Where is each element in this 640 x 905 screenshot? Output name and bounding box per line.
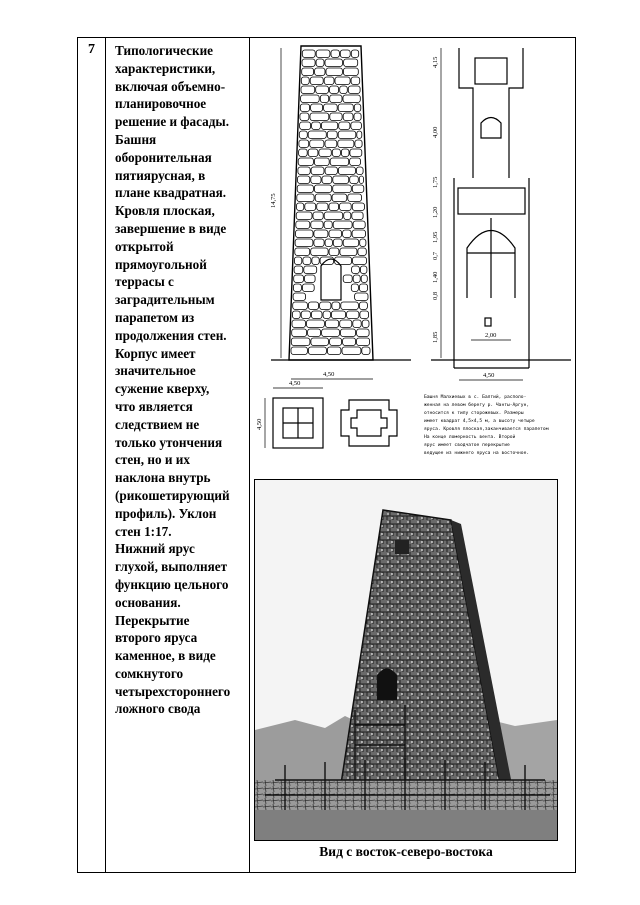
masonry-stone [298, 167, 310, 175]
masonry-stone [357, 329, 370, 337]
masonry-stone [300, 113, 309, 121]
masonry-stone [298, 158, 313, 166]
masonry-stone [317, 203, 328, 211]
masonry-stone [340, 50, 350, 58]
masonry-stone [296, 221, 310, 229]
plan-side-label: 4,50 [256, 418, 263, 430]
masonry-stone [330, 158, 349, 166]
masonry-stone [353, 275, 360, 283]
masonry-stone [301, 311, 310, 319]
description-line: что является [115, 398, 193, 414]
description-line: открытой [115, 238, 174, 254]
description-line: каменное, в виде [115, 648, 216, 664]
masonry-stone [332, 149, 340, 157]
note-line: ярус имеет сводчатое перекрытие [424, 443, 510, 448]
description-line: планировочное [115, 96, 207, 112]
description-line: Типологические [115, 43, 214, 58]
masonry-stone [333, 176, 349, 184]
section-level-label: 0,7 [432, 251, 439, 260]
masonry-stone [362, 347, 370, 355]
masonry-stone [327, 131, 337, 139]
masonry-stone [292, 311, 300, 319]
masonry-stone [348, 194, 362, 202]
description-table [77, 37, 576, 873]
masonry-stone [330, 95, 342, 103]
masonry-stone [305, 275, 316, 283]
note-line: На конце ломерность вента. Второй [424, 435, 516, 440]
inner-width-label: 2,00 [485, 332, 497, 339]
masonry-stone [343, 338, 356, 346]
masonry-stone [352, 230, 365, 238]
note-line: женная на левом берегу р. Чанты-Аргун, [424, 403, 530, 408]
masonry-stone [359, 176, 363, 184]
masonry-stone [359, 284, 367, 292]
masonry-stone [325, 239, 332, 247]
masonry-stone [302, 284, 314, 292]
masonry-stone [297, 185, 313, 193]
masonry-stone [338, 140, 354, 148]
masonry-stone [339, 122, 350, 130]
masonry-stone [352, 266, 360, 274]
masonry-stone [293, 284, 301, 292]
masonry-stone [332, 302, 340, 310]
masonry-stone [330, 86, 339, 94]
masonry-stone [355, 140, 362, 148]
masonry-stone [331, 311, 345, 319]
description-line: Кровля плоская, [115, 203, 215, 219]
masonry-stone [325, 59, 343, 67]
masonry-stone [302, 50, 315, 58]
note-line: Башня Малхиевых в с. Балтий, располо- [424, 395, 527, 400]
masonry-stone [329, 203, 339, 211]
masonry-stone [296, 230, 314, 238]
description-line: включая объемно- [115, 78, 226, 94]
section-level-label: 4,00 [432, 126, 439, 138]
description-line: Корпус имеет [115, 345, 196, 361]
description-line: функцию цельного [115, 576, 229, 592]
masonry-stone [357, 131, 362, 139]
masonry-stone [302, 59, 315, 67]
masonry-stone [324, 221, 332, 229]
masonry-stone [297, 203, 304, 211]
masonry-stone [335, 77, 350, 85]
masonry-stone [343, 95, 360, 103]
description-line: четырехстороннего [115, 683, 231, 699]
masonry-stone [324, 77, 334, 85]
masonry-stone [311, 167, 324, 175]
masonry-stone [310, 77, 323, 85]
masonry-stone [313, 212, 323, 220]
description-line: сужение кверху, [115, 381, 210, 397]
masonry-stone [350, 149, 362, 157]
masonry-stone [360, 311, 369, 319]
masonry-stone [303, 257, 311, 265]
masonry-stone [305, 203, 316, 211]
description-line: профиль). Уклон [115, 505, 217, 521]
description-line: наклона внутрь [115, 470, 211, 486]
description-line: стен 1:17. [115, 523, 172, 539]
description-line: (рикошетирующий [115, 487, 230, 503]
masonry-stone [360, 239, 366, 247]
masonry-stone [357, 338, 370, 346]
masonry-stone [340, 203, 352, 211]
section-level-label: 0,8 [432, 291, 439, 300]
description-line: парапетом из [115, 309, 195, 325]
masonry-stone [322, 329, 340, 337]
masonry-stone [297, 194, 314, 202]
masonry-stone [333, 221, 352, 229]
section-level-label: 1,40 [432, 271, 439, 283]
masonry-stone [300, 104, 309, 112]
masonry-stone [353, 320, 361, 328]
masonry-stone [316, 50, 330, 58]
masonry-stone [314, 239, 324, 247]
masonry-stone [304, 266, 317, 274]
description-line: сомкнутого [115, 665, 184, 681]
masonry-stone [294, 266, 303, 274]
masonry-stone [361, 275, 367, 283]
tower-plan-upper [341, 400, 397, 446]
masonry-stone [362, 320, 369, 328]
masonry-stone [353, 257, 367, 265]
masonry-stone [350, 158, 361, 166]
section-level-label: 4,15 [432, 56, 439, 68]
description-line: завершение в виде [115, 220, 227, 236]
masonry-stone [311, 104, 323, 112]
height-dimension-label: 14,75 [270, 193, 277, 208]
tower-section [431, 48, 571, 368]
masonry-stone [316, 59, 324, 67]
masonry-stone [333, 239, 342, 247]
tower-photo [254, 479, 558, 841]
masonry-stone [311, 176, 321, 184]
masonry-stone [352, 212, 363, 220]
description-line: решение и фасады. [115, 114, 230, 130]
drawing-note [424, 394, 549, 456]
description-line: следствием не [115, 416, 200, 432]
masonry-stone [343, 68, 358, 76]
masonry-stone [300, 122, 311, 130]
description-line: второго яруса [115, 630, 198, 646]
masonry-stone [342, 347, 361, 355]
masonry-stone [316, 86, 329, 94]
masonry-stone [344, 59, 358, 67]
masonry-stone [338, 131, 356, 139]
masonry-stone [308, 302, 318, 310]
masonry-stone [314, 158, 329, 166]
masonry-stone [332, 194, 347, 202]
masonry-stone [308, 347, 326, 355]
masonry-stone [351, 284, 358, 292]
tower-plan-lower [273, 398, 323, 448]
masonry-stone [319, 149, 331, 157]
masonry-stone [302, 68, 314, 76]
description-line: прямоугольной [115, 256, 207, 272]
note-line: относится к типу сторожевых. Размеры [424, 411, 524, 416]
masonry-stone [308, 149, 318, 157]
masonry-stone [299, 140, 309, 148]
masonry-stone [321, 122, 337, 130]
masonry-stone [359, 302, 367, 310]
masonry-stone [330, 113, 342, 121]
masonry-stone [291, 347, 307, 355]
description-line: основания. [115, 594, 181, 610]
masonry-stone [341, 302, 359, 310]
description-line: Перекрытие [115, 612, 190, 628]
masonry-stone [299, 131, 307, 139]
row-number: 7 [88, 42, 95, 57]
masonry-stone [308, 131, 326, 139]
photo-caption: Вид с восток-северо-востока [319, 844, 493, 859]
masonry-stone [294, 257, 301, 265]
masonry-stone [322, 176, 332, 184]
masonry-stone [343, 275, 352, 283]
description-line: террасы с [115, 274, 174, 290]
masonry-stone [351, 77, 360, 85]
column-divider [105, 38, 106, 872]
section-level-label: 1,85 [432, 331, 439, 343]
masonry-stone [308, 329, 321, 337]
masonry-stone [333, 185, 352, 193]
note-line: имеет квадрат 4,5×4,5 м, а высоту четыре [424, 419, 535, 424]
masonry-stone [356, 167, 363, 175]
masonry-stone [335, 257, 352, 265]
masonry-stone [311, 221, 323, 229]
description-line: ложного свода [115, 701, 201, 717]
masonry-stone [298, 176, 310, 184]
masonry-stone [294, 275, 304, 283]
masonry-stone [323, 311, 330, 319]
description-line: стен, но и их [115, 452, 190, 468]
masonry-stone [329, 248, 339, 256]
elevation-width-label: 4,50 [323, 371, 335, 378]
masonry-stone [347, 311, 359, 319]
masonry-stone [352, 203, 364, 211]
masonry-stone [325, 167, 337, 175]
masonry-stone [301, 95, 320, 103]
masonry-stone [291, 338, 310, 346]
masonry-stone [341, 329, 356, 337]
masonry-stone [340, 320, 352, 328]
masonry-stone [351, 122, 362, 130]
tower-photo-illustration [255, 480, 557, 840]
masonry-stone [325, 320, 338, 328]
masonry-stone [295, 248, 310, 256]
masonry-stone [292, 320, 306, 328]
masonry-stone [293, 302, 308, 310]
description-line: значительное [115, 363, 196, 379]
masonry-stone [344, 212, 351, 220]
masonry-stone [295, 239, 313, 247]
masonry-stone [348, 86, 360, 94]
masonry-stone [311, 248, 328, 256]
masonry-stone [301, 77, 309, 85]
masonry-stone [353, 221, 365, 229]
masonry-stone [293, 293, 305, 301]
section-level-label: 1,20 [432, 206, 439, 218]
masonry-stone [343, 113, 353, 121]
masonry-stone [314, 230, 328, 238]
masonry-stone [326, 68, 342, 76]
masonry-stone [330, 338, 342, 346]
masonry-stone [331, 50, 339, 58]
typology-description [115, 42, 243, 718]
masonry-stone [343, 230, 352, 238]
section-level-label: 1,95 [432, 231, 439, 243]
masonry-stone [340, 248, 357, 256]
masonry-stone [320, 302, 331, 310]
elevation-window [321, 259, 341, 300]
masonry-stone [358, 248, 366, 256]
masonry-stone [341, 149, 349, 157]
masonry-stone [343, 239, 359, 247]
masonry-stone [340, 86, 348, 94]
description-line: Нижний ярус [115, 541, 195, 557]
description-line: глухой, выполняет [115, 559, 228, 575]
masonry-stone [314, 185, 331, 193]
masonry-stone [355, 293, 368, 301]
description-line: плане квадратная. [115, 185, 227, 201]
masonry-stone [354, 104, 361, 112]
masonry-stone [311, 338, 329, 346]
masonry-stone [324, 104, 338, 112]
note-line: яруса. Кровля плоская,заканчивается парапетом [424, 427, 549, 432]
section-level-label: 1,75 [432, 176, 439, 188]
masonry-stone [320, 95, 328, 103]
masonry-stone [299, 149, 308, 157]
masonry-stone [312, 122, 321, 130]
masonry-stone [354, 113, 361, 121]
masonry-stone [315, 68, 325, 76]
masonry-stone [315, 194, 331, 202]
masonry-stone [296, 212, 312, 220]
masonry-stone [327, 347, 341, 355]
masonry-stone [324, 212, 343, 220]
masonry-stone [351, 50, 358, 58]
note-line: ведущее из нижнего яруса на восточное. [424, 451, 530, 456]
plan-width-label: 4,50 [289, 380, 301, 387]
description-line: Башня [115, 131, 157, 147]
section-width-label: 4,50 [483, 372, 495, 379]
description-line: заградительным [115, 292, 215, 308]
masonry-stone [311, 311, 322, 319]
masonry-stone [310, 113, 329, 121]
masonry-stone [325, 140, 337, 148]
tower-measured-drawing [256, 38, 577, 483]
masonry-stone [352, 185, 364, 193]
masonry-stone [329, 230, 342, 238]
masonry-stone [292, 329, 307, 337]
description-line: оборонительная [115, 149, 212, 165]
masonry-stone [350, 176, 359, 184]
description-line: продолжения стен. [115, 327, 227, 343]
description-line: пятиярусная, в [115, 167, 206, 183]
masonry-stone [338, 167, 355, 175]
masonry-stone [312, 257, 319, 265]
description-line: только утончения [115, 434, 223, 450]
masonry-stone [360, 266, 367, 274]
column-divider [249, 38, 250, 872]
masonry-stone [301, 86, 315, 94]
masonry-stone [338, 104, 353, 112]
masonry-stone [307, 320, 325, 328]
masonry-stone [310, 140, 324, 148]
description-line: характеристики, [115, 60, 216, 76]
